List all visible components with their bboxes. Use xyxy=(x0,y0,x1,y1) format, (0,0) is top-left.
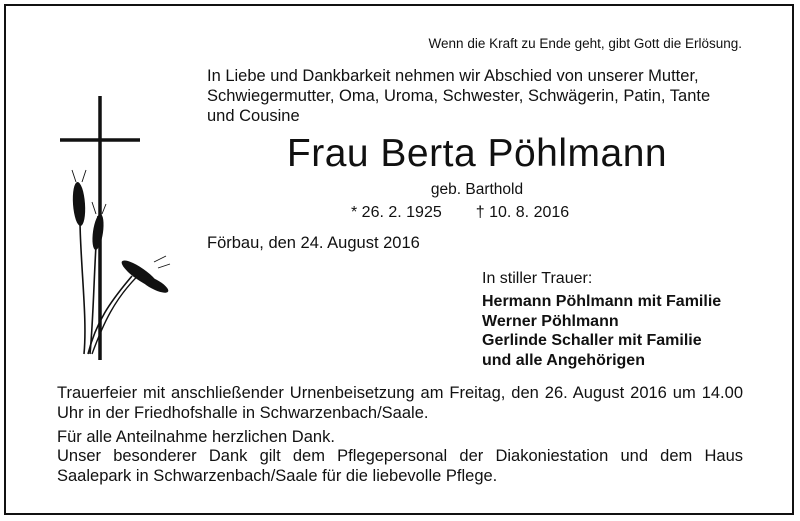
maiden-name: geb. Barthold xyxy=(430,181,524,198)
birth-date: * 26. 2. 1925 xyxy=(351,204,442,221)
life-dates xyxy=(351,204,569,222)
mourner-item: Hermann Pöhlmann mit Familie xyxy=(482,293,722,310)
special-thanks: Unser besonderer Dank gilt dem Pflegepersonal der Diakoniestation und dem Haus Saalepark in Schwarzenbach/Saale für die liebevolle Pflege. xyxy=(57,447,743,485)
deceased-name: Frau Berta Pöhlmann xyxy=(286,132,668,175)
intro-line: In Liebe und Dankbarkeit nehmen wir Abschied von unserer Mutter, xyxy=(207,67,699,85)
place-date: Förbau, den 24. August 2016 xyxy=(207,234,420,252)
mourner-item: Gerlinde Schaller mit Familie xyxy=(482,332,702,349)
thanks-line: Für alle Anteilnahme herzlichen Dank. xyxy=(57,428,335,446)
mourner-item: und alle Angehörigen xyxy=(482,351,645,369)
motto: Wenn die Kraft zu Ende geht, gibt Gott die Erlösung. xyxy=(428,36,742,51)
mourner-item: Werner Pöhlmann xyxy=(482,312,619,330)
mourners-list xyxy=(482,292,721,370)
mourning-label: In stiller Trauer: xyxy=(482,270,593,287)
intro-line: und Cousine xyxy=(207,107,300,125)
funeral-info: Trauerfeier mit anschließender Urnenbeisetzung am Freitag, den 26. August 2016 um 14.00 Uhr in der Friedhofshalle in Schwarzenbach/Saale. xyxy=(57,384,743,422)
cross-with-wheat-icon xyxy=(54,92,174,362)
intro-text xyxy=(207,66,767,126)
death-date: † 10. 8. 2016 xyxy=(475,204,570,221)
intro-line: Schwiegermutter, Oma, Uroma, Schwester, Schwägerin, Patin, Tante xyxy=(207,87,711,105)
